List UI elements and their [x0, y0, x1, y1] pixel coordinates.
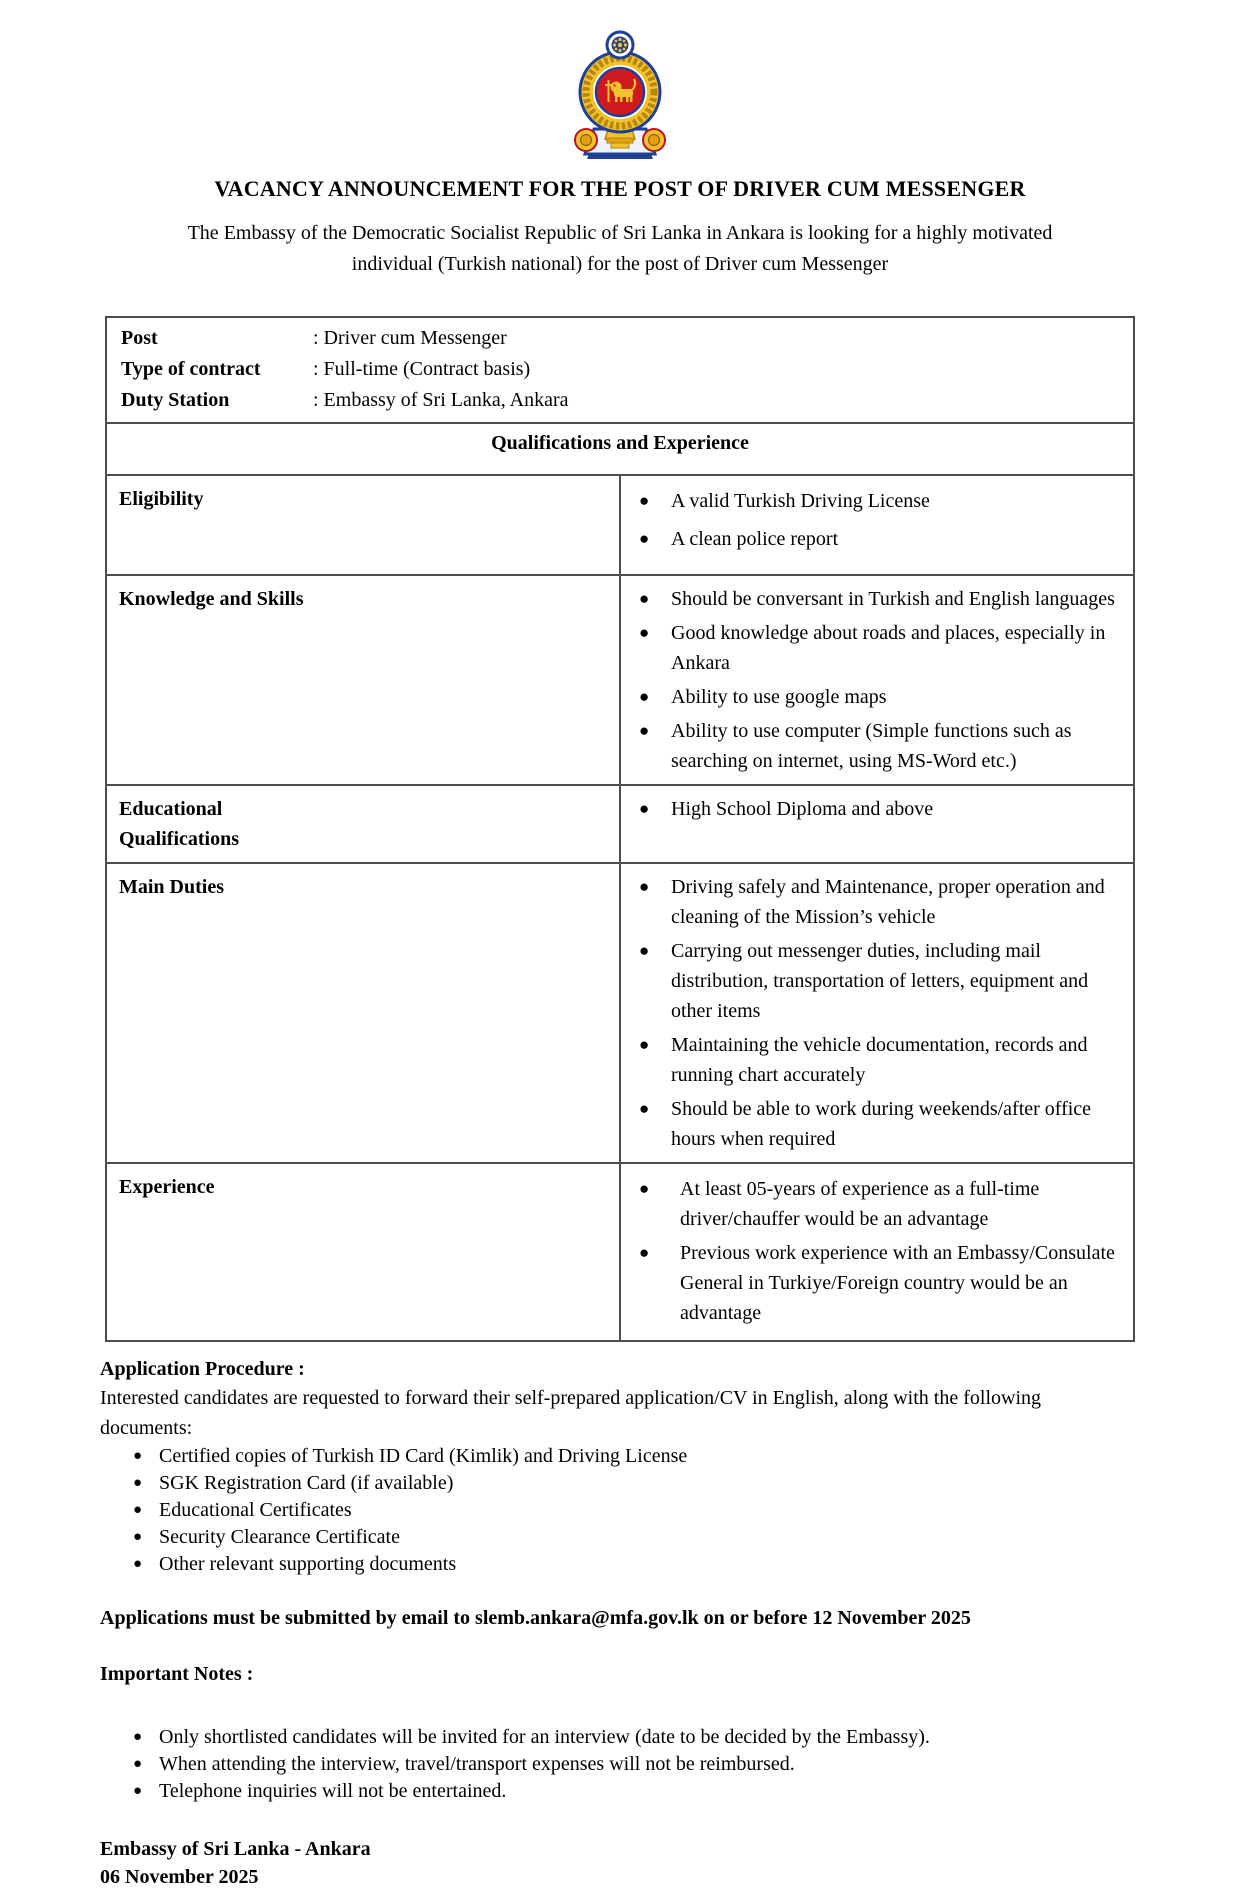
bullet-icon: ●	[639, 1243, 650, 1262]
list-item: ● Educational Certificates	[100, 1497, 1145, 1524]
list-item: ● Telephone inquiries will not be entertained.	[100, 1778, 1145, 1805]
list-item: ● Only shortlisted candidates will be invited for an interview (date to be decided by the Embassy).	[100, 1724, 1145, 1751]
qualifications-header: Qualifications and Experience	[106, 423, 1134, 475]
list-item: ● Security Clearance Certificate	[100, 1524, 1145, 1551]
post-label: Post	[121, 327, 158, 349]
application-procedure-section	[100, 1355, 1145, 1891]
list-item: ● High School Diploma and above	[633, 794, 1121, 824]
table-row-experience	[106, 1163, 1134, 1341]
list-item: ● Maintaining the vehicle documentation, records and running chart accurately	[633, 1030, 1121, 1090]
list-item: ● Previous work experience with an Embassy/Consulate General in Turkiye/Foreign country would be an advantage	[633, 1238, 1121, 1328]
list-item: ● Other relevant supporting documents	[100, 1551, 1145, 1578]
bullet-icon: ●	[639, 589, 650, 608]
list-item: ● Carrying out messenger duties, including mail distribution, transportation of letters, equipment and other items	[633, 936, 1121, 1026]
qualifications-header-row	[106, 423, 1134, 475]
summary-row	[106, 317, 1134, 423]
table-row-educational-qualifications	[106, 785, 1134, 863]
list-item: ● Should be able to work during weekends/after office hours when required	[633, 1094, 1121, 1154]
bullet-icon: ●	[639, 1099, 650, 1118]
list-item: ● A valid Turkish Driving License	[633, 486, 1121, 516]
bullet-icon: ●	[639, 799, 650, 818]
bullet-icon: ●	[639, 1035, 650, 1054]
bullet-icon: ●	[639, 491, 650, 510]
bullet-icon: ●	[133, 1756, 143, 1772]
main-duties-label: Main Duties	[106, 863, 620, 1163]
bullet-icon: ●	[639, 687, 650, 706]
important-notes-heading: Important Notes :	[100, 1663, 254, 1685]
table-row-knowledge-skills	[106, 575, 1134, 785]
list-item: ● At least 05-years of experience as a full-time driver/chauffer would be an advantage	[633, 1174, 1121, 1234]
contract-type-label: Type of contract	[121, 358, 261, 380]
sri-lanka-emblem	[565, 30, 675, 168]
list-item: ● Should be conversant in Turkish and English languages	[633, 584, 1121, 614]
required-documents-list	[100, 1443, 1145, 1578]
bullet-icon: ●	[639, 529, 650, 548]
footer-date: 06 November 2025	[100, 1866, 259, 1888]
intro-paragraph: The Embassy of the Democratic Socialist Republic of Sri Lanka in Ankara is looking for a highly motivated individual (Turkish national) for the post of Driver cum Messenger	[187, 222, 1053, 275]
post-line	[121, 323, 1121, 354]
list-item: ● When attending the interview, travel/transport expenses will not be reimbursed.	[100, 1751, 1145, 1778]
sri-lanka-emblem-graphic	[565, 30, 675, 162]
list-item: ● Ability to use computer (Simple functions such as searching on internet, using MS-Word etc.)	[633, 716, 1121, 776]
application-procedure-intro: Interested candidates are requested to forward their self-prepared application/CV in English, along with the following documents:	[100, 1387, 1041, 1439]
duty-station-line	[121, 385, 1121, 416]
list-item: ● Driving safely and Maintenance, proper operation and cleaning of the Mission’s vehicle	[633, 872, 1121, 932]
contract-type-line	[121, 354, 1121, 385]
bullet-icon: ●	[133, 1502, 143, 1518]
table-row-eligibility	[106, 475, 1134, 575]
experience-label: Experience	[106, 1163, 620, 1341]
bullet-icon: ●	[133, 1448, 143, 1464]
list-item: ● Good knowledge about roads and places, especially in Ankara	[633, 618, 1121, 678]
page-title: VACANCY ANNOUNCEMENT FOR THE POST OF DRIVER CUM MESSENGER	[214, 176, 1026, 201]
bullet-icon: ●	[639, 721, 650, 740]
list-item: ● Ability to use google maps	[633, 682, 1121, 712]
duty-station-label: Duty Station	[121, 389, 230, 411]
bullet-icon: ●	[639, 623, 650, 642]
vacancy-table	[105, 316, 1135, 1342]
bullet-icon: ●	[133, 1729, 143, 1745]
bullet-icon: ●	[133, 1783, 143, 1799]
eligibility-label: Eligibility	[106, 475, 620, 575]
important-notes-list	[100, 1724, 1145, 1805]
knowledge-skills-label: Knowledge and Skills	[106, 575, 620, 785]
bullet-icon: ●	[133, 1556, 143, 1572]
footer-organization: Embassy of Sri Lanka - Ankara	[100, 1838, 371, 1860]
post-value: : Driver cum Messenger	[313, 327, 507, 349]
educational-qualifications-label: Educational Qualifications	[119, 798, 240, 850]
table-row-main-duties	[106, 863, 1134, 1163]
submission-instruction: Applications must be submitted by email to slemb.ankara@mfa.gov.lk on or before 12 November 2025	[100, 1607, 971, 1629]
duty-station-value: : Embassy of Sri Lanka, Ankara	[313, 389, 569, 411]
bullet-icon: ●	[133, 1529, 143, 1545]
bullet-icon: ●	[639, 1179, 650, 1198]
bullet-icon: ●	[639, 877, 650, 896]
list-item: ● A clean police report	[633, 524, 1121, 554]
contract-type-value: : Full-time (Contract basis)	[313, 358, 531, 380]
application-procedure-heading: Application Procedure :	[100, 1358, 305, 1380]
bullet-icon: ●	[639, 941, 650, 960]
list-item: ● Certified copies of Turkish ID Card (Kimlik) and Driving License	[100, 1443, 1145, 1470]
bullet-icon: ●	[133, 1475, 143, 1491]
list-item: ● SGK Registration Card (if available)	[100, 1470, 1145, 1497]
